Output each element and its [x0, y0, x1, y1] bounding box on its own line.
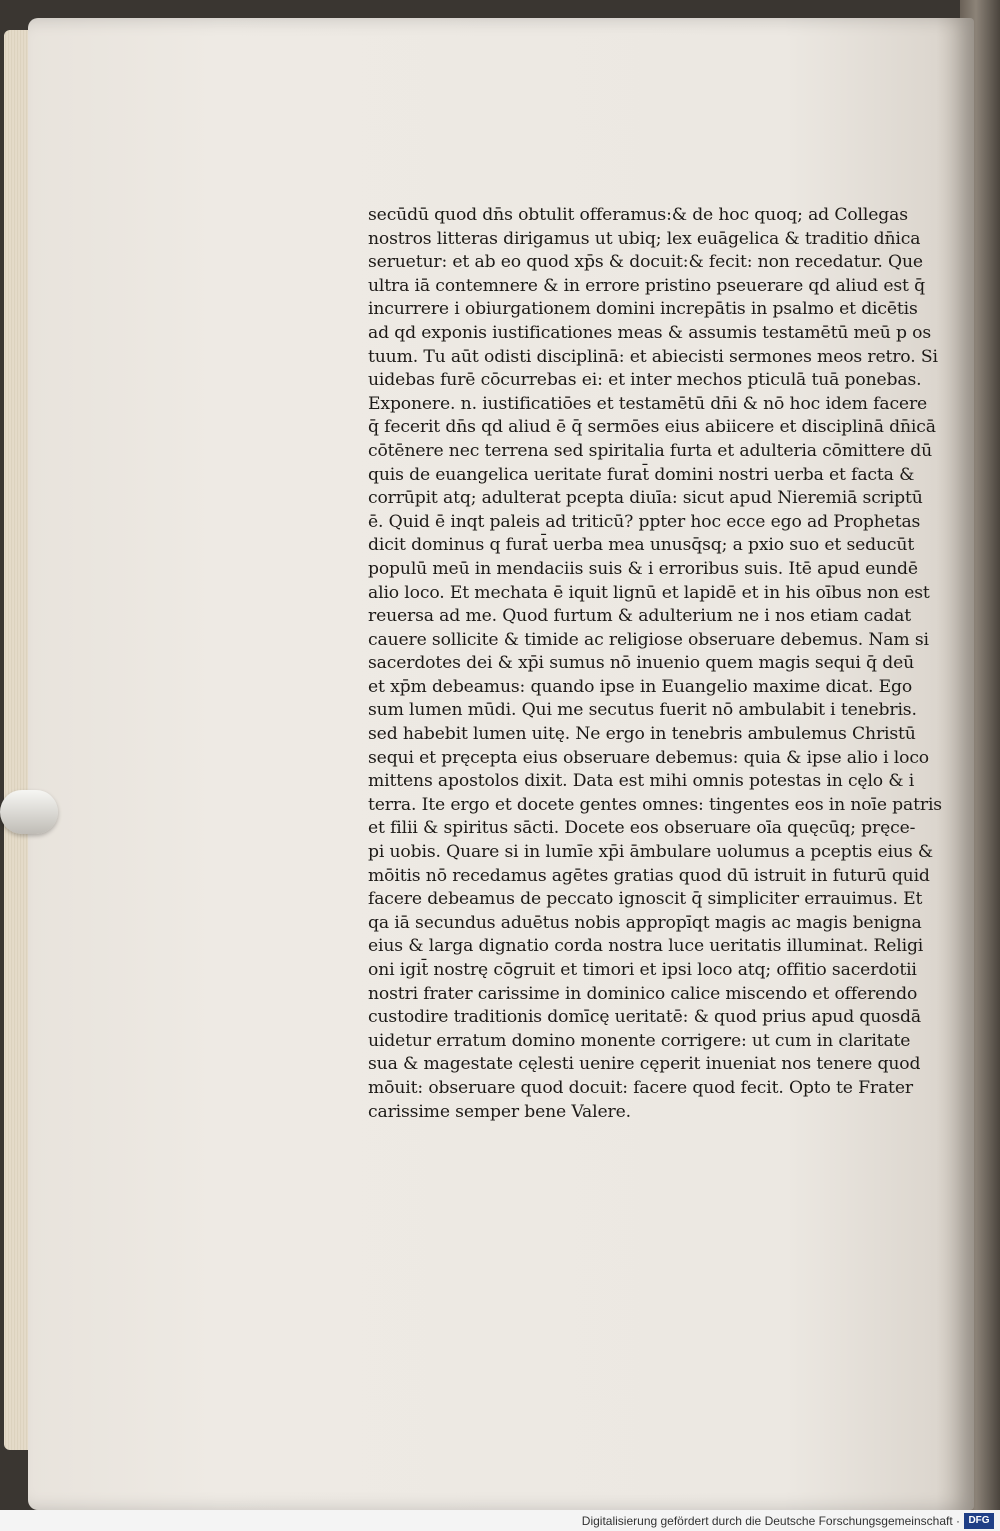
text-line: custodire traditionis domīcę ueritatē: & quod prius apud quosdā [368, 1007, 921, 1028]
text-line: seruetur: et ab eo quod xp̄s & docuit:& fecit: non recedatur. Que [368, 252, 923, 273]
text-line: secūdū quod dn̄s obtulit offeramus:& de hoc quoq; ad Collegas [368, 205, 908, 225]
text-line: et filii & spiritus sācti. Docete eos obseruare oīa quęcūq; pręce- [368, 818, 916, 839]
text-line: quis de euangelica ueritate furat̄ domini nostri uerba et facta & [368, 464, 915, 485]
text-block [368, 204, 942, 1124]
text-line: Exponere. n. iustificatiōes et testamētū dn̄i & nō hoc idem facere [368, 393, 928, 414]
text-line: oni igit̄ nostrę cōgruit et timori et ipsi loco atq; offitio sacerdotii [368, 960, 917, 980]
page [28, 18, 974, 1510]
text-line: uidebas furē cōcurrebas ei: et inter mechos pticulā tuā ponebas. [368, 370, 922, 391]
text-line: alio loco. Et mechata ē iquit lignū et lapidē et in his oībus non est [368, 582, 930, 603]
page-clip [0, 790, 58, 834]
footer-credit: Digitalisierung gefördert durch die Deutsche Forschungsgemeinschaft · [581, 1514, 960, 1528]
text-line: nostros litteras dirigamus ut ubiq; lex euāgelica & traditio dn̄ica [368, 228, 921, 249]
text-line: nostri frater carissime in dominico calice miscendo et offerendo [368, 983, 918, 1004]
text-line: mittens apostolos dixit. Data est mihi omnis potestas in cęlo & i [368, 771, 915, 792]
text-line: eius & larga dignatio corda nostra luce ueritatis illuminat. Religi [368, 936, 924, 957]
text-line: cauere sollicite & timide ac religiose obseruare debemus. Nam si [368, 629, 929, 650]
text-line: ē. Quid ē inqt paleis ad triticū? ppter hoc ecce ego ad Prophetas [368, 511, 921, 532]
text-line: sua & magestate cęlesti uenire cęperit inueniat nos tenere quod [368, 1054, 921, 1075]
text-line: pi uobis. Quare si in lumīe xp̄i āmbulare uolumus a pceptis eius & [368, 842, 933, 863]
text-line: reuersa ad me. Quod furtum & adulterium ne i nos etiam cadat [368, 606, 912, 627]
text-line: uidetur erratum domino monente corrigere: ut cum in claritate [368, 1030, 911, 1051]
text-line: mōitis nō recedamus agētes gratias quod dū istruit in futurū quid [368, 865, 930, 886]
text-line: facere debeamus de peccato ignoscit q̄ simpliciter errauimus. Et [368, 889, 923, 910]
text-line: et xp̄m debeamus: quando ipse in Euangelio maxime dicat. Ego [368, 676, 913, 697]
text-line: corrūpit atq; adulterat pcepta diuīa: sicut apud Nieremiā scriptū [368, 488, 923, 509]
text-line: q̄ fecerit dn̄s qd aliud ē q̄ sermōes eius abiicere et disciplinā dn̄icā [368, 417, 936, 438]
text-line: sum lumen mūdi. Qui me secutus fuerit nō ambulabit i tenebris. [368, 700, 917, 721]
text-line: incurrere i obiurgationem domini increpātis in psalmo et dicētis [368, 299, 918, 320]
text-line: ultra iā contemnere & in errore pristino pseuerare qd aliud est q̄ [368, 275, 925, 296]
text-line: mōuit: obseruare quod docuit: facere quod fecit. Opto te Frater [368, 1077, 913, 1098]
text-line: qa iā secundus aduētus nobis appropīqt magis ac magis benigna [368, 912, 922, 933]
text-line: sequi et pręcepta eius obseruare debemus: quia & ipse alio i loco [368, 747, 929, 768]
text-line: sed habebit lumen uitę. Ne ergo in tenebris ambulemus Christū [368, 724, 916, 745]
text-line: sacerdotes dei & xp̄i sumus nō inuenio quem magis sequi q̄ deū [368, 653, 915, 674]
text-line: carissime semper bene Valere. [368, 1101, 631, 1122]
text-line: terra. Ite ergo et docete gentes omnes: tingentes eos in noīe patris [368, 794, 942, 815]
text-line: populū meū in mendaciis suis & i erroribus suis. Itē apud eundē [368, 558, 918, 579]
dfg-logo: DFG [964, 1513, 994, 1529]
text-line: ad qd exponis iustificationes meas & assumis testamētū meū p os [368, 322, 931, 343]
text-line: tuum. Tu aūt odisti disciplinā: et abiecisti sermones meos retro. Si [368, 346, 938, 367]
text-line: cōtēnere nec terrena sed spiritalia furta et adulteria cōmittere dū [368, 440, 933, 461]
text-line: dicit dominus q furat̄ uerba mea unusq̄sq; a pxio suo et seducūt [368, 535, 915, 556]
footer-bar [0, 1510, 1000, 1531]
